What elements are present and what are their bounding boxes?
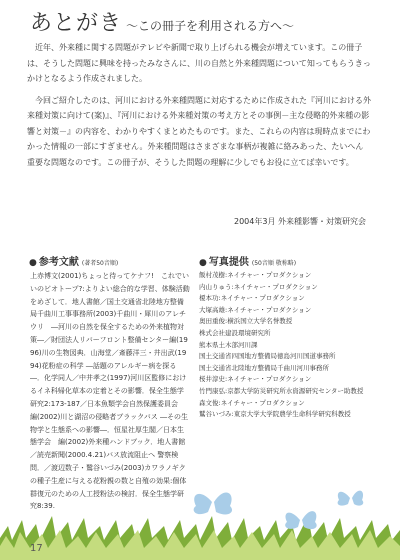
butterfly-wing: [194, 494, 212, 514]
photo-credits-heading: [199, 253, 296, 268]
credit-item: 奥田重俊:横浜国立大学名誉教授: [199, 317, 293, 326]
credit-item: 大塚高雄:ネイチャー・プロダクション: [199, 305, 312, 314]
butterfly-wing: [214, 492, 232, 514]
butterfly-wing: [338, 492, 350, 506]
references-title: 参考文献: [38, 257, 79, 268]
grass-illustration: [0, 480, 400, 560]
butterfly-wing: [302, 511, 317, 529]
photo-credits-list: [199, 270, 379, 421]
butterfly-icon: [194, 492, 232, 514]
intro-paragraph-1: 近年、外来種に関する問題がテレビや新聞で取り上げられる機会が増えています。この冊子は、そうした問題に興味を持ったみなさんに、川の自然と外来種問題について知ってもらうきっかけとなるよう作成されました。: [27, 43, 371, 83]
credit-item: 飯村茂樹:ネイチャー・プロダクション: [199, 271, 312, 279]
references-note: (著者50音順): [81, 260, 119, 267]
intro-paragraph-2: 今回ご紹介したのは、河川における外来種問題に対応するために作成された『河川における外来種対策に向けて(案)』、『河川における外来種対策の考え方とその事例－主な侵略的外来種の影響と対策－』の内容を、わかりやすくまとめたものです。また、これらの内容は現時点までにわかった情報の一部にすぎません。外来種問題はさまざまな事柄が複雑に絡みあった、たいへん重要な問題なのです。この冊子が、そうした問題の理解に少しでもお役に立てば幸いです。: [27, 95, 371, 167]
bullet-icon: ●: [29, 258, 37, 268]
butterfly-wing: [352, 491, 363, 506]
credit-item: 森文俊:ネイチャー・プロダクション: [199, 398, 305, 407]
credit-item: 鷲谷いづみ:東京大学大学院農学生命科学研究科教授: [199, 410, 351, 419]
butterfly-wing: [285, 513, 300, 529]
credit-item: 榎本功:ネイチャー・プロダクション: [199, 294, 305, 303]
credit-item: 内山りゅう:ネイチャー・プロダクション: [199, 282, 318, 291]
credit-item: 株式会社建設環境研究所: [199, 328, 271, 337]
intro-text: [27, 40, 371, 170]
title-main: あとがき: [30, 11, 123, 36]
photo-credits-note: (50音順 敬称略): [251, 260, 297, 267]
bullet-icon: ●: [199, 258, 207, 268]
page-number: 17: [30, 543, 43, 554]
signature: 2004年3月 外来種影響・対策研究会: [234, 217, 366, 226]
title-subtitle: 〜この冊子を利用される方へ〜: [126, 19, 295, 33]
credit-item: 熊本県土木部河川課: [199, 340, 258, 349]
butterfly-icon: [338, 491, 364, 506]
credit-item: 竹門康弘:京都大学防災研究所水資源研究センター助教授: [199, 386, 364, 395]
grass-blades: [0, 516, 400, 560]
credit-item: 桜井淳史:ネイチャー・プロダクション: [199, 375, 312, 384]
photo-credits-title: 写真提供: [208, 257, 249, 268]
credit-item: 国土交通省四国地方整備局徳島河川国道事務所: [199, 352, 336, 361]
credit-item: 国土交通省北陸地方整備局千曲川河川事務所: [199, 363, 329, 372]
page-title: [30, 6, 294, 37]
references-text: 上赤博文(2001)ちょっと待ってケナフ! これでいいのビオトープ?:よりよい総合的な学習、体験活動をめざして．地人書館／国土交通省北陸地方整備局千曲川工事事務所(2003)千曲川・犀川のアレチウリ ―河川の自然を保全するための外来植物対策―／財団法人リバーフロント整備センター編(1996)川の生物図典．山海堂／斎藤洋三・井出武(1994)花粉症の科学 ―話題のアレルギー病を探る―．化学同人／中井孝之(1997)河川区監修におけるイネ科帰化草本の定着とその影響．保全生態学研究2:173-187／日本魚類学会自然保護委員会 編(2002)川と湖沼の侵略者ブラックバス ―その生物学と生態系への影響―．恒星社厚生閣／日本生態学会 編(2002)外来種ハンドブック．地人書館／読売新聞(2000.4.21)バス放流阻止へ 警察検問．／渡辺数子・鷲谷いづみ(2003)カワラノギクの種子生産に与える花粉親の数と自殖の効果:個体群復元のための人工授粉法の検討．保全生態学研究8:39.: [30, 272, 190, 511]
butterfly-icon: [285, 511, 316, 529]
references-heading: [29, 253, 118, 268]
